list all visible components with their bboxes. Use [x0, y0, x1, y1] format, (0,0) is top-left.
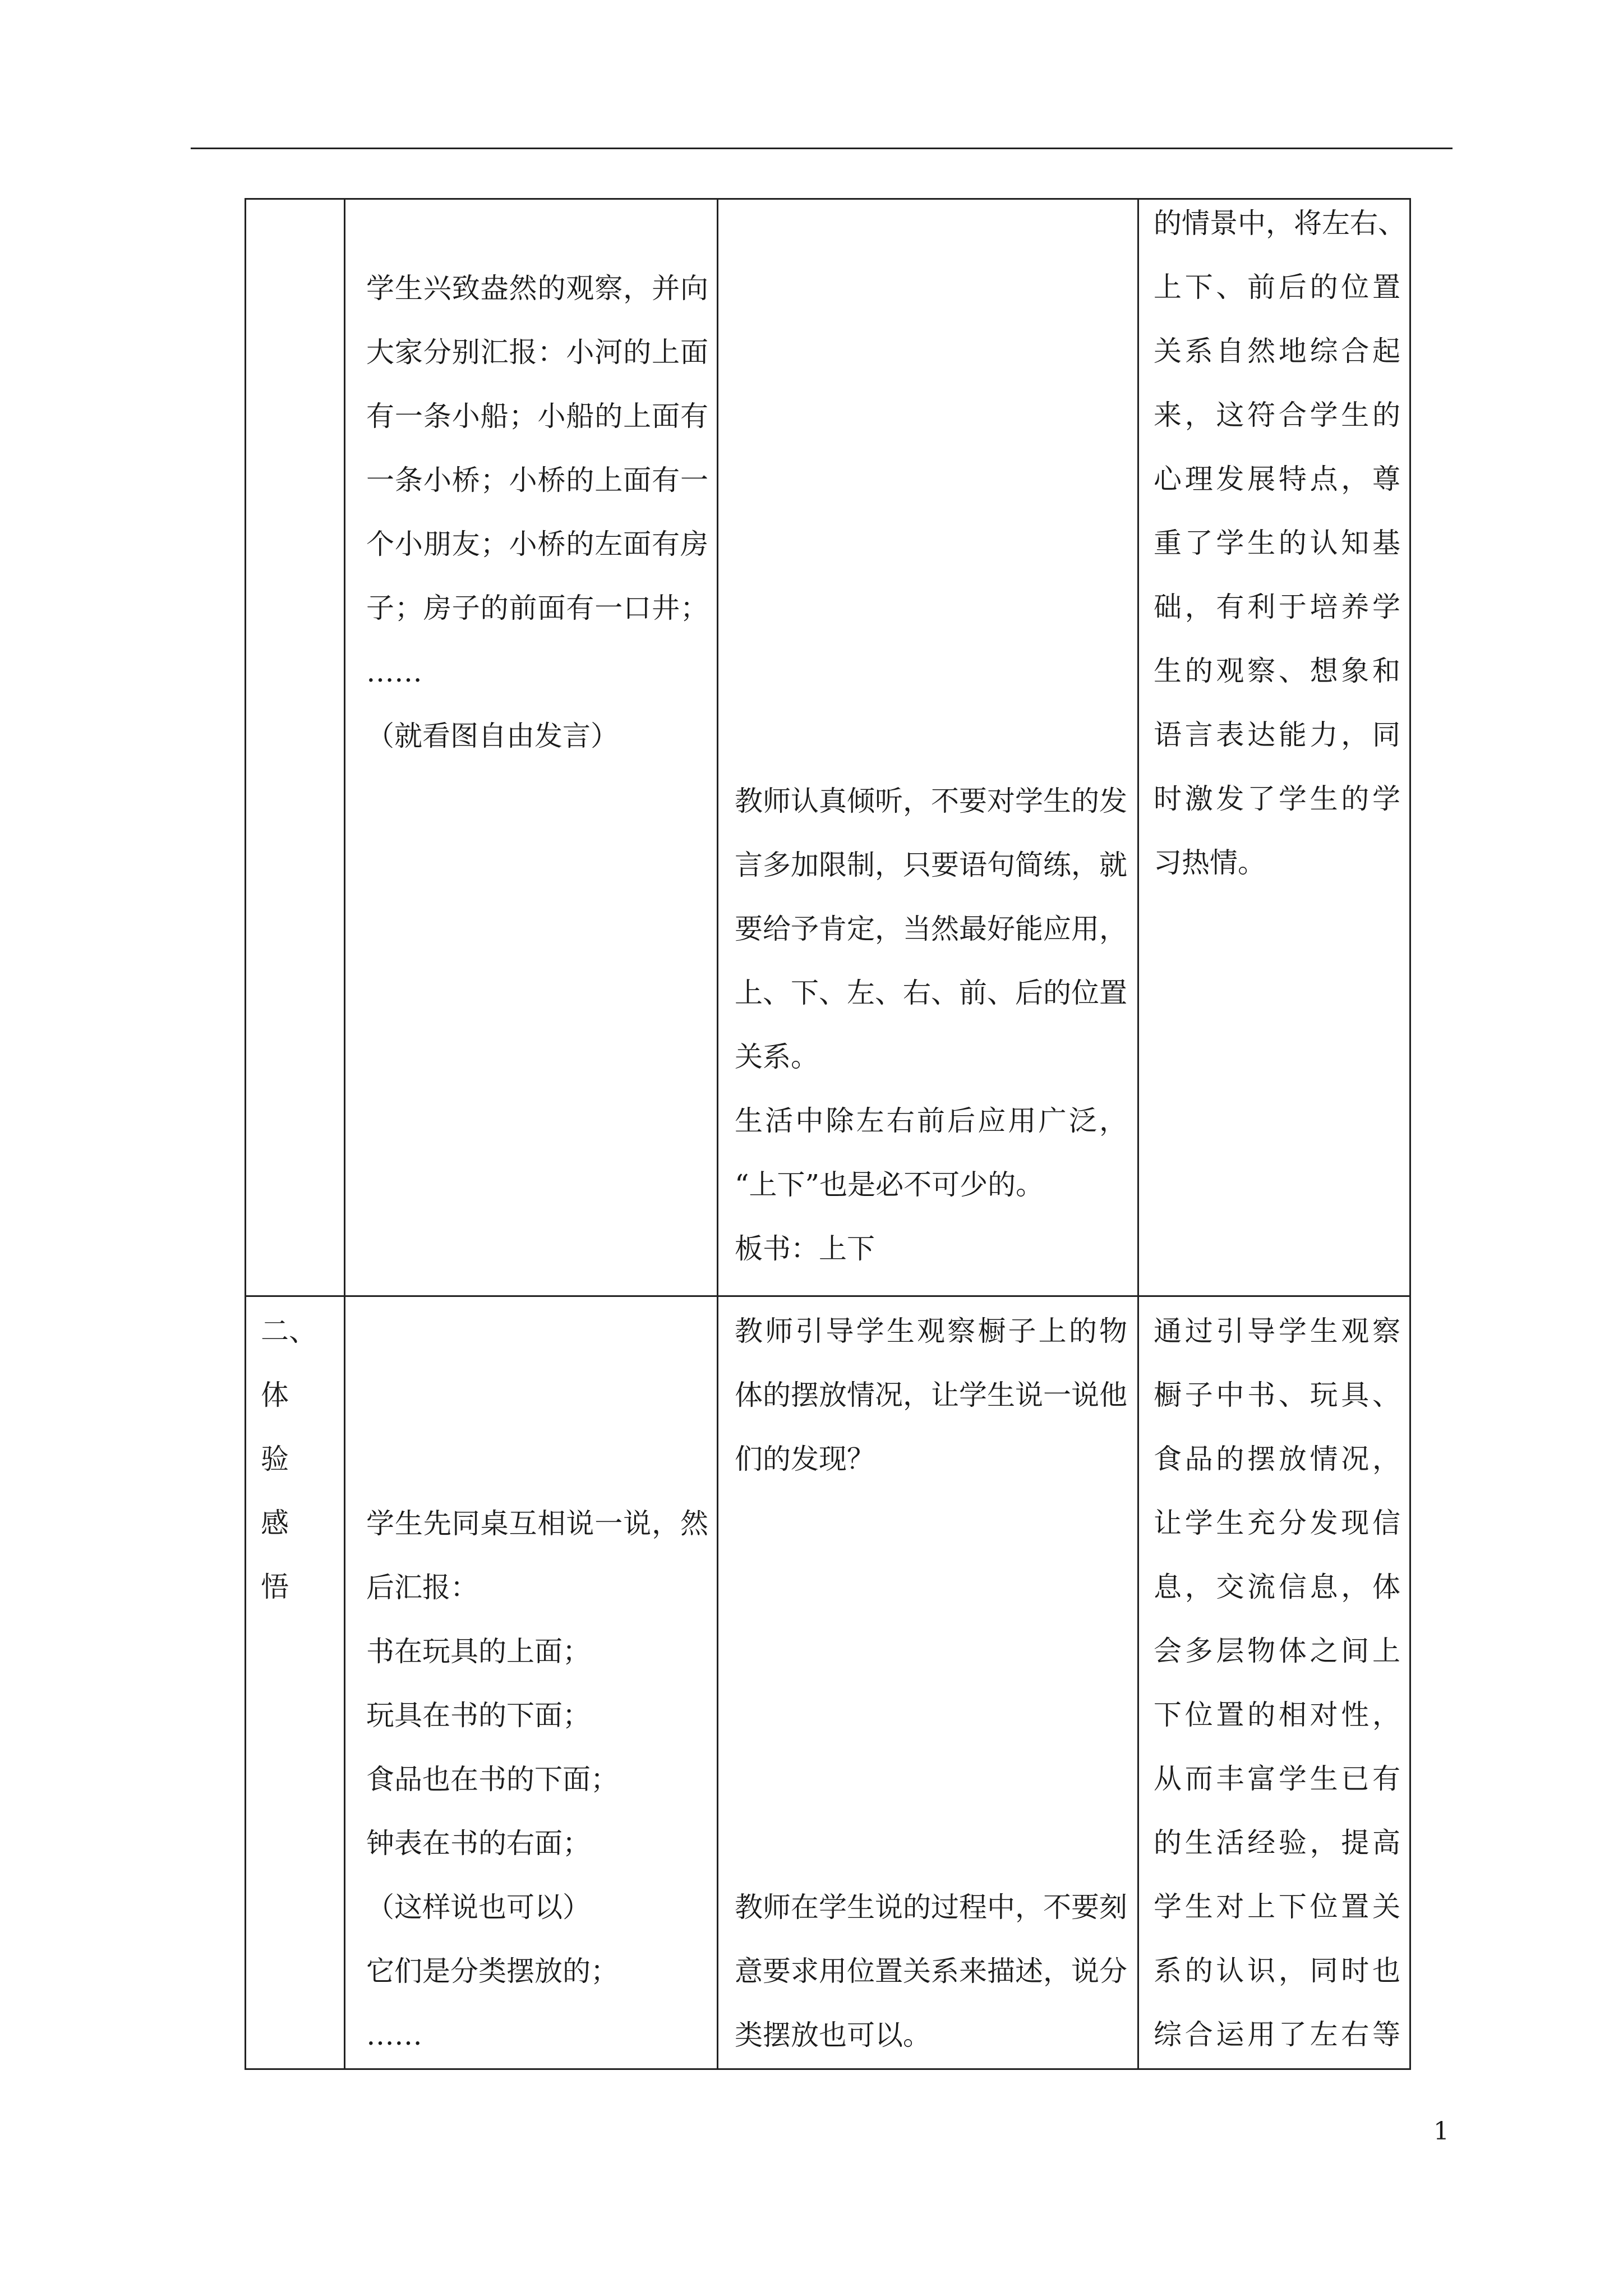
- text-line: 让学生充分发现信: [1154, 1507, 1400, 1539]
- text-line: 重了学生的认知基: [1154, 527, 1400, 559]
- row2-teacher-activity-note: [735, 1875, 1127, 2067]
- text-line: 关系自然地综合起: [1154, 335, 1400, 367]
- row2-stage-label: [261, 1299, 339, 1619]
- text-line: 心理发展特点，尊: [1154, 463, 1400, 495]
- text-line: 感: [261, 1507, 289, 1539]
- text-line: 生活中除左右前后应用广泛，: [735, 1105, 1127, 1137]
- text-line: （就看图自由发言）: [366, 720, 619, 752]
- text-line: 息，交流信息，体: [1154, 1571, 1400, 1603]
- text-line: 学生兴致盎然的观察，并向: [366, 272, 708, 305]
- text-line: 的情景中，将左右、: [1154, 207, 1406, 240]
- text-line: （这样说也可以）: [366, 1891, 591, 1924]
- text-line: 上下、前后的位置: [1154, 271, 1400, 303]
- text-line: 体的摆放情况，让学生说一说他: [735, 1379, 1127, 1411]
- text-line: 时激发了学生的学: [1154, 783, 1400, 815]
- text-line: 一条小桥；小桥的上面有一: [366, 464, 708, 496]
- text-line: 们的发现？: [735, 1443, 875, 1475]
- text-line: 学生先同桌互相说一说，然: [366, 1507, 708, 1540]
- text-line: 言多加限制，只要语句简练，就: [735, 849, 1127, 881]
- row1-teacher-activity: [735, 769, 1127, 1281]
- text-line: 关系。: [735, 1041, 819, 1073]
- text-line: 通过引导学生观察: [1154, 1315, 1400, 1347]
- text-line: 食品的摆放情况，: [1154, 1443, 1400, 1475]
- text-line: 教师在学生说的过程中，不要刻: [735, 1891, 1127, 1924]
- text-line: 有一条小船；小船的上面有: [366, 400, 708, 432]
- row1-design-intent: [1154, 191, 1406, 895]
- text-line: 食品也在书的下面；: [366, 1763, 619, 1796]
- text-line: 综合运用了左右等: [1154, 2018, 1400, 2051]
- text-line: 悟: [261, 1571, 289, 1603]
- text-line: 玩具在书的下面；: [366, 1699, 591, 1732]
- text-line: 教师引导学生观察橱子上的物: [735, 1315, 1127, 1347]
- text-line: 从而丰富学生已有: [1154, 1763, 1400, 1795]
- text-line: 后汇报：: [366, 1571, 478, 1604]
- text-line: 生的观察、想象和: [1154, 655, 1400, 687]
- row1-student-activity: [366, 256, 708, 768]
- text-line: 大家分别汇报：小河的上面: [366, 336, 708, 369]
- text-line: 上、下、左、右、前、后的位置: [735, 977, 1127, 1009]
- text-line: 会多层物体之间上: [1154, 1635, 1400, 1667]
- text-line: 个小朋友；小桥的左面有房: [366, 528, 708, 560]
- lesson-plan-table: [245, 198, 1411, 2070]
- text-line: 钟表在书的右面；: [366, 1827, 591, 1860]
- text-line: 来，这符合学生的: [1154, 399, 1400, 431]
- text-line: 语言表达能力，同: [1154, 719, 1400, 751]
- row2-teacher-activity-guide: [735, 1299, 1127, 1491]
- text-line: 教师认真倾听，不要对学生的发: [735, 785, 1127, 817]
- text-line: 验: [261, 1443, 289, 1475]
- row-divider: [246, 1295, 1409, 1297]
- text-line: ……: [366, 656, 422, 688]
- text-line: 意要求用位置关系来描述，说分: [735, 1955, 1127, 1987]
- text-line: 橱子中书、玩具、: [1154, 1379, 1400, 1411]
- text-line: ……: [366, 2019, 422, 2051]
- page-number: 1: [1433, 2117, 1449, 2146]
- text-line: 习热情。: [1154, 846, 1266, 879]
- text-line: 系的认识，同时也: [1154, 1954, 1400, 1987]
- text-line: 体: [261, 1379, 289, 1411]
- column-divider-3: [1137, 200, 1139, 2068]
- column-divider-2: [717, 200, 718, 2068]
- header-rule: [191, 148, 1453, 149]
- text-line: 要给予肯定，当然最好能应用，: [735, 913, 1127, 945]
- row2-design-intent: [1154, 1299, 1400, 2067]
- text-line: 础，有利于培养学: [1154, 591, 1400, 623]
- text-line: 的生活经验，提高: [1154, 1826, 1400, 1859]
- text-line: 板书：上下: [735, 1232, 875, 1265]
- row2-student-activity: [366, 1492, 708, 2067]
- text-line: 子；房子的前面有一口井；: [366, 592, 708, 624]
- text-line: 书在玩具的上面；: [366, 1635, 591, 1668]
- text-line: “上下”也是必不可少的。: [735, 1168, 1044, 1201]
- text-line: 二、: [261, 1315, 317, 1347]
- text-line: 下位置的相对性，: [1154, 1699, 1400, 1731]
- column-divider-1: [344, 200, 345, 2068]
- text-line: 它们是分类摆放的；: [366, 1955, 619, 1987]
- text-line: 学生对上下位置关: [1154, 1890, 1400, 1923]
- text-line: 类摆放也可以。: [735, 2019, 931, 2051]
